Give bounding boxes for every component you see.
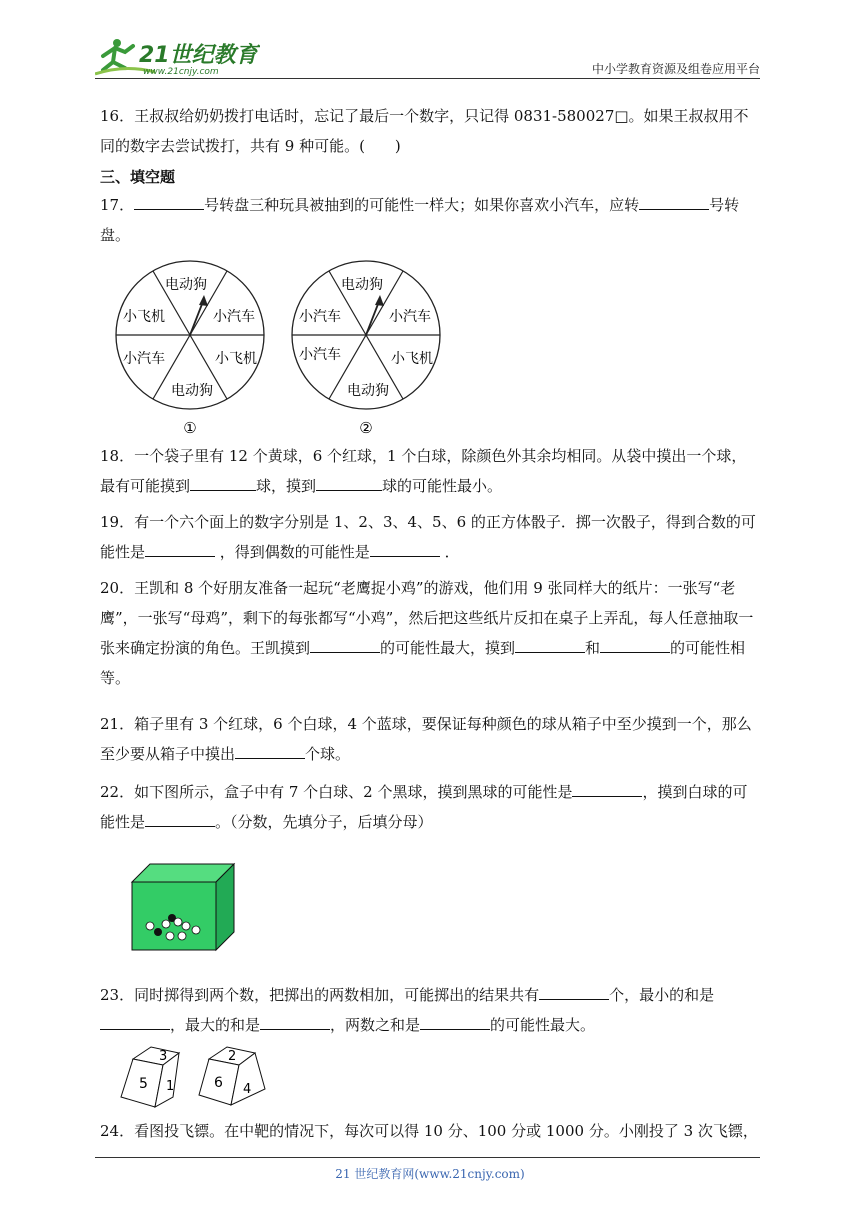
q23-text: 的可能性最大。 bbox=[490, 1016, 596, 1034]
question-18 bbox=[100, 441, 760, 501]
q18-text: 球，摸到 bbox=[256, 477, 317, 495]
q23-text: ，最大的和是 bbox=[170, 1016, 261, 1034]
question-22 bbox=[100, 777, 760, 837]
spinner-label: 电动狗 bbox=[171, 383, 213, 399]
section-title: 三、填空题 bbox=[100, 168, 176, 186]
spinner-figures bbox=[110, 255, 470, 435]
spinner-label: 电动狗 bbox=[165, 277, 207, 293]
die-2 bbox=[199, 1047, 265, 1105]
q21-text: 21．箱子里有 3 个红球，6 个白球，4 个蓝球，要保证每种颜色的球从箱子中至少摸到一个，那么至少要从箱子中摸出 bbox=[100, 715, 752, 763]
answer-blank[interactable] bbox=[420, 1011, 490, 1030]
q18-text: 18．一个袋子里有 12 个黄球，6 个红球，1 个白球，除颜色外其余均相同。从袋中摸出一个球，最有可能摸到 bbox=[100, 447, 747, 495]
die-face-side: 1 bbox=[166, 1079, 175, 1094]
q22-text: 。（分数，先填分子，后填分母） bbox=[215, 813, 433, 831]
q19-text: ． bbox=[439, 543, 460, 561]
answer-blank[interactable] bbox=[600, 634, 670, 653]
spinner-label: 小飞机 bbox=[215, 351, 257, 367]
q22-text: ，摸到白球的可能性是 bbox=[100, 783, 748, 831]
answer-blank[interactable] bbox=[310, 634, 380, 653]
q18-text: 球的可能性最小。 bbox=[382, 477, 503, 495]
answer-blank[interactable] bbox=[145, 808, 215, 827]
q20-text: 的可能性最大，摸到 bbox=[380, 639, 516, 657]
spinner-label: 小飞机 bbox=[123, 309, 165, 325]
q19-text: 19．有一个六个面上的数字分别是 1、2、3、4、5、6 的正方体骰子．掷一次骰子，得到合数的可能性是 bbox=[100, 513, 756, 561]
q17-num: 17． bbox=[100, 196, 135, 214]
footer-divider bbox=[95, 1157, 760, 1158]
answer-blank[interactable] bbox=[134, 191, 204, 210]
dice-figure bbox=[115, 1045, 275, 1111]
spinner-2 bbox=[292, 261, 440, 435]
spinner-label: 小汽车 bbox=[389, 309, 431, 325]
spinner-label: 小飞机 bbox=[391, 351, 433, 367]
die-face-front: 6 bbox=[214, 1075, 223, 1091]
answer-blank[interactable] bbox=[190, 472, 256, 491]
site-logo bbox=[95, 34, 260, 78]
answer-blank[interactable] bbox=[145, 538, 215, 557]
spinner-label: 小汽车 bbox=[213, 309, 255, 325]
die-face-top: 3 bbox=[159, 1049, 168, 1064]
question-21 bbox=[100, 709, 760, 769]
spinner-label: 电动狗 bbox=[341, 277, 383, 293]
header-divider bbox=[95, 78, 760, 79]
ball-box-figure bbox=[128, 862, 238, 952]
answer-blank[interactable] bbox=[639, 191, 709, 210]
q17-part1: 号转盘三种玩具被抽到的可能性一样大；如果你喜欢小汽车，应转 bbox=[204, 196, 640, 214]
die-face-top: 2 bbox=[228, 1049, 237, 1064]
answer-blank[interactable] bbox=[539, 981, 609, 1000]
logo-text: 21世纪教育 bbox=[139, 43, 258, 68]
q19-text: ，得到偶数的可能性是 bbox=[215, 543, 370, 561]
question-24: 24．看图投飞镖。在中靶的情况下，每次可以得 10 分、100 分或 1000 分。小刚投了 3 次飞镖， bbox=[100, 1122, 758, 1140]
q20-text: 的可能性相等。 bbox=[100, 639, 746, 687]
q23-text: 23．同时掷得到两个数，把掷出的两数相加，可能掷出的结果共有 bbox=[100, 986, 540, 1004]
question-16: 16．王叔叔给奶奶拨打电话时，忘记了最后一个数字，只记得 0831-580027□。如果王叔叔用不同的数字去尝试拨打，共有 9 种可能。( ) bbox=[100, 107, 749, 155]
answer-blank[interactable] bbox=[235, 740, 305, 759]
die-face-side: 4 bbox=[243, 1082, 252, 1097]
spinner-1 bbox=[116, 261, 264, 435]
spinner-caption: ① bbox=[183, 419, 197, 435]
q22-text: 22．如下图所示，盒子中有 7 个白球、2 个黑球，摸到黑球的可能性是 bbox=[100, 783, 573, 801]
question-20 bbox=[100, 573, 760, 693]
die-face-front: 5 bbox=[139, 1076, 148, 1092]
die-1 bbox=[121, 1047, 179, 1107]
answer-blank[interactable] bbox=[316, 472, 382, 491]
footer-link[interactable]: 21 世纪教育网(www.21cnjy.com) bbox=[335, 1167, 525, 1181]
question-17 bbox=[100, 190, 760, 250]
spinner-label: 小汽车 bbox=[123, 351, 165, 367]
spinner-caption: ② bbox=[359, 419, 373, 435]
q23-text: 个，最小的和是 bbox=[609, 986, 715, 1004]
q17-part2: 号转盘。 bbox=[100, 196, 740, 244]
answer-blank[interactable] bbox=[100, 1011, 170, 1030]
answer-blank[interactable] bbox=[572, 778, 642, 797]
spinner-label: 小汽车 bbox=[299, 347, 341, 363]
spinner-label: 电动狗 bbox=[347, 383, 389, 399]
answer-blank[interactable] bbox=[515, 634, 585, 653]
question-23 bbox=[100, 980, 760, 1040]
answer-blank[interactable] bbox=[370, 538, 440, 557]
q20-text: 和 bbox=[585, 639, 601, 657]
q21-text: 个球。 bbox=[305, 745, 351, 763]
q20-text: 20．王凯和 8 个好朋友准备一起玩“老鹰捉小鸡”的游戏，他们用 9 张同样大的纸片：一张写“老鹰”，一张写“母鸡”，剩下的每张都写“小鸡”，然后把这些纸片反扣在桌子上弄乱，每人任意抽取一张来确定扮演的角色。王凯摸到 bbox=[100, 579, 754, 657]
logo-url: www.21cnjy.com bbox=[143, 67, 219, 77]
answer-blank[interactable] bbox=[260, 1011, 330, 1030]
question-19 bbox=[100, 507, 760, 567]
platform-name: 中小学教育资源及组卷应用平台 bbox=[591, 62, 760, 76]
spinner-label: 小汽车 bbox=[299, 309, 341, 325]
q23-text: ，两数之和是 bbox=[330, 1016, 421, 1034]
